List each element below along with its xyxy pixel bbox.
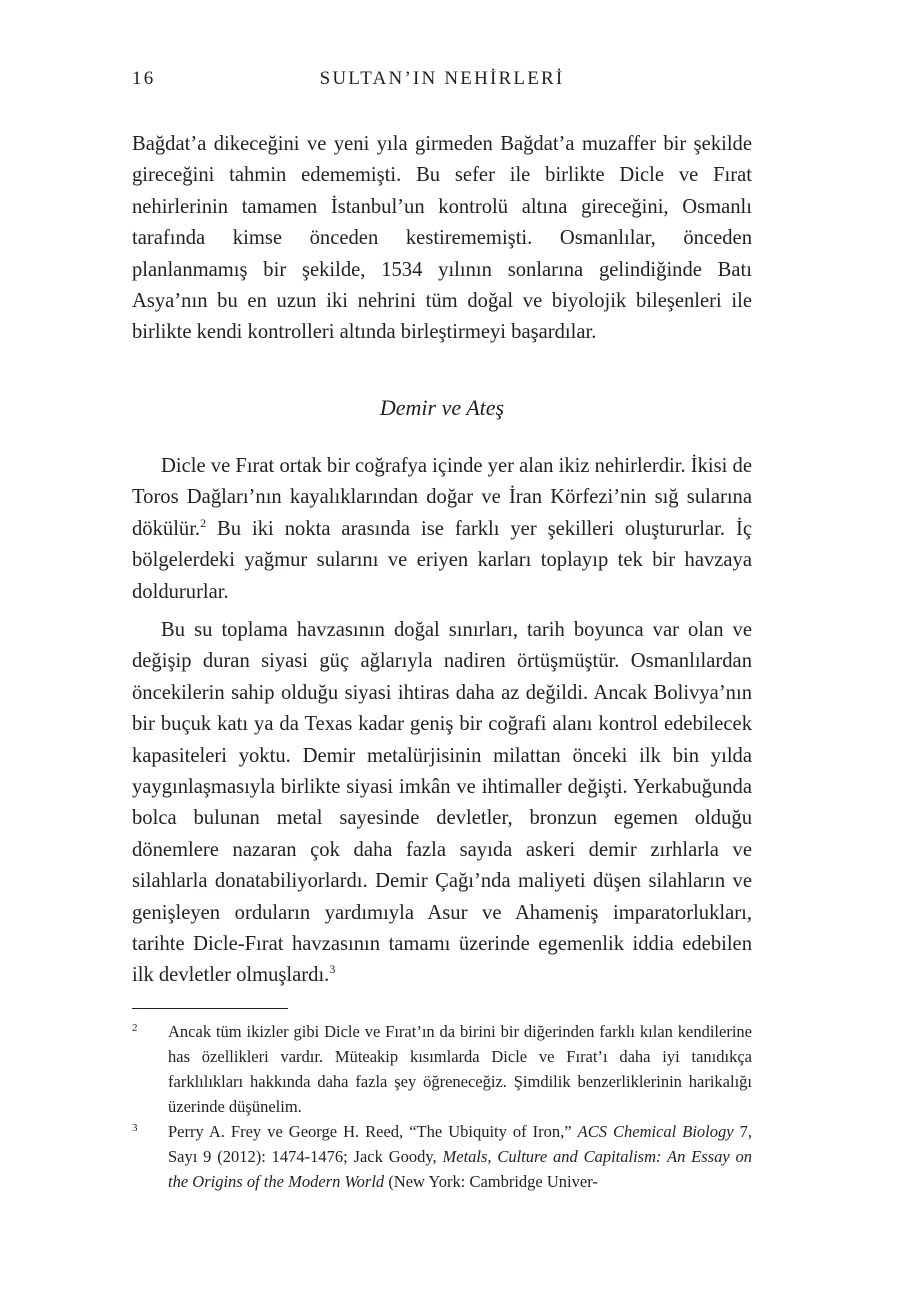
footnote-text: 7, Sayı 9 (2012): 1474-1476; Jack Goody,	[168, 1122, 752, 1166]
paragraph-text-part: Bu su toplama havzasının doğal sınırları, tarih boyunca var olan ve değişip duran siyasi güç ağlarıyla nadiren örtüşmüştür. Osmanlılardan öncekilerin sahip olduğu siyasi ihtiras daha az değildi. Ancak Bolivya’nın bir buçuk katı ya da Texas kadar geniş bir coğrafi alanı kontrol edebilecek kapasiteleri yoktu. Demir metalürjisinin milattan önceki ilk bin yılda yaygınlaşmasıyla birlikte siyasi imkân ve ihtimaller değişti. Yerkabuğunda bolca bulunan metal sayesinde devletler, bronzun egemen olduğu dönemlere nazaran çok daha fazla sayıda askeri demir zırhlarla ve silahlarla donatabiliyorlardı. Demir Çağı’nda maliyeti düşen silahların ve genişleyen orduların yardımıyla Asur ve Ahameniş imparatorlukları, tarihte Dicle-Fırat havzasının tamamı üzerinde egemenlik iddia edebilen ilk devletler olmuşlardı.	[132, 619, 752, 987]
page-number: 16	[132, 68, 156, 89]
paragraph-text	[132, 615, 752, 992]
footnote	[132, 1019, 752, 1119]
footnote-reference[interactable]: 3	[329, 962, 336, 977]
footnote-reference[interactable]: 2	[200, 515, 207, 530]
section-heading: Demir ve Ateş	[379, 395, 505, 420]
footnote	[132, 1119, 752, 1194]
footnotes	[132, 1019, 752, 1194]
book-title: Metals, Culture and Capitalism: An Essay on the Origins of the Modern World	[168, 1147, 752, 1191]
running-header	[132, 68, 752, 98]
journal-title: ACS Chemical Biology	[577, 1122, 734, 1141]
footnote-text: (New York: Cambridge Univer-	[384, 1172, 598, 1191]
footnote-divider	[132, 1008, 288, 1009]
paragraph-text-part: Dicle ve Fırat ortak bir coğrafya içinde yer alan ikiz nehirlerdir. İkisi de Toros Dağları’nın kayalıklarından doğar ve İran Körfezi’nin sığ sularına dökülür.	[132, 455, 752, 540]
continued-paragraph	[132, 129, 752, 349]
paragraph-text: Bağdat’a dikeceğini ve yeni yıla girmeden Bağdat’a muzaffer bir şekilde gireceğini tahmin edememişti. Bu sefer ile birlikte Dicle ve Fırat nehirlerinin tamamen İstanbul’un kontrolü altına gireceğini, Osmanlı tarafında kimse önceden kestirememişti. Osmanlılar, önceden planlanmamış bir şekilde, 1534 yılının sonlarına gelindiğinde Batı Asya’nın bu en uzun iki nehrini tüm doğal ve biyolojik bileşenleri ile birlikte kendi kontrolleri altında birleştirmeyi başardılar.	[132, 133, 752, 344]
footnote-number: 2	[132, 1022, 138, 1034]
paragraph-2	[132, 615, 752, 992]
footnote-number: 3	[132, 1122, 138, 1134]
paragraph-text	[132, 451, 752, 608]
running-title: SULTAN’IN NEHİRLERİ	[319, 68, 565, 89]
footnote-text: Perry A. Frey ve George H. Reed, “The Ubiquity of Iron,”	[168, 1122, 578, 1141]
paragraph-text-part: Bu iki nokta arasında ise farklı yer şekilleri oluştururlar. İç bölgelerdeki yağmur sularını ve eriyen karları toplayıp tek bir havzaya doldururlar.	[132, 517, 752, 603]
paragraph-1	[132, 451, 752, 608]
footnote-text: Ancak tüm ikizler gibi Dicle ve Fırat’ın da birini bir diğerinden farklı kılan kendilerine has özellikleri vardır. Müteakip kısımlarda Dicle ve Fırat’ı daha iyi tanıdıkça farklılıkları hakkında daha fazla şey öğreneceğiz. Şimdilik benzerliklerinin harikalığı üzerinde düşünelim.	[168, 1022, 752, 1116]
